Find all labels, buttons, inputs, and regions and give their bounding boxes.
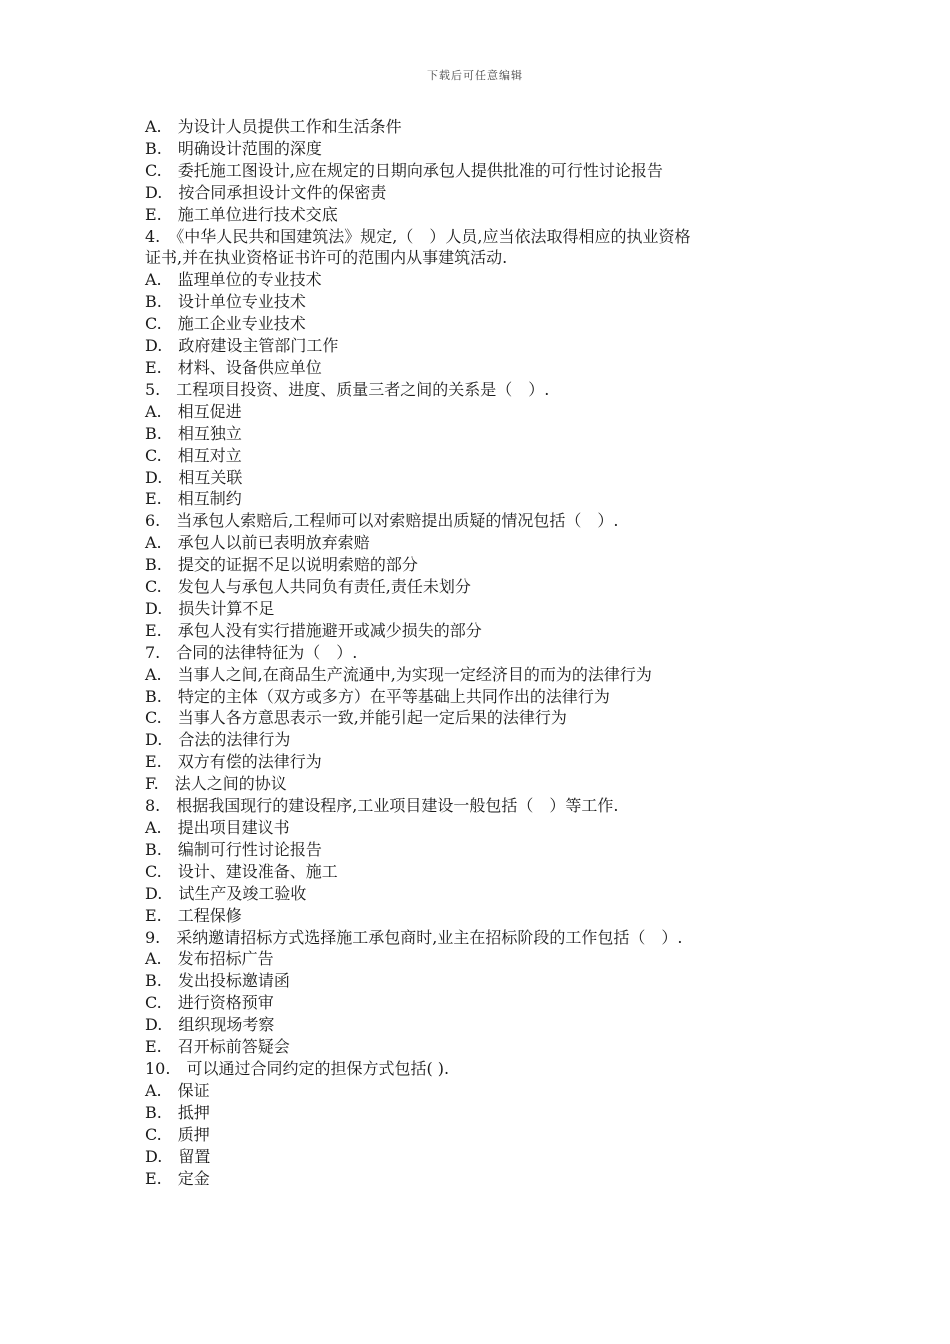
text-line: B. 提交的证据不足以说明索赔的部分 bbox=[145, 555, 418, 575]
text-line: E. 承包人没有实行措施避开或减少损失的部分 bbox=[145, 620, 482, 640]
text-line: C. 施工企业专业技术 bbox=[145, 314, 306, 334]
text-line: E. 召开标前答疑会 bbox=[145, 1037, 290, 1057]
text-line: 8. 根据我国现行的建设程序,工业项目建设一般包括（ ）等工作. bbox=[145, 796, 619, 816]
text-line: 6. 当承包人索赔后,工程师可以对索赔提出质疑的情况包括（ ）. bbox=[145, 511, 619, 531]
text-line: D. 按合同承担设计文件的保密责 bbox=[145, 182, 387, 202]
text-line: B. 编制可行性讨论报告 bbox=[145, 839, 322, 859]
text-line: 10. 可以通过合同约定的担保方式包括( ). bbox=[145, 1058, 450, 1078]
text-line: E. 相互制约 bbox=[145, 489, 242, 509]
text-line: D. 政府建设主管部门工作 bbox=[145, 336, 339, 356]
text-line: D. 损失计算不足 bbox=[145, 598, 275, 618]
text-line: E. 工程保修 bbox=[145, 905, 242, 925]
text-line: D. 试生产及竣工验收 bbox=[145, 883, 307, 903]
text-line: C. 设计、建设准备、施工 bbox=[145, 861, 338, 881]
text-line: 5. 工程项目投资、进度、质量三者之间的关系是（ ）. bbox=[145, 379, 550, 399]
text-line: B. 抵押 bbox=[145, 1102, 210, 1122]
text-line: 证书,并在执业资格证书许可的范围内从事建筑活动. bbox=[145, 248, 508, 268]
text-line: F. 法人之间的协议 bbox=[145, 774, 287, 794]
text-line: B. 相互独立 bbox=[145, 423, 242, 443]
text-line: E. 双方有偿的法律行为 bbox=[145, 752, 322, 772]
text-line: 9. 采纳邀请招标方式选择施工承包商时,业主在招标阶段的工作包括（ ）. bbox=[145, 927, 683, 947]
text-line: C. 进行资格预审 bbox=[145, 993, 274, 1013]
text-line: C. 发包人与承包人共同负有责任,责任未划分 bbox=[145, 577, 471, 597]
text-line: A. 相互促进 bbox=[145, 401, 242, 421]
text-line: 7. 合同的法律特征为（ ）. bbox=[145, 642, 358, 662]
text-line: B. 特定的主体（双方或多方）在平等基础上共同作出的法律行为 bbox=[145, 686, 610, 706]
text-line: C. 质押 bbox=[145, 1124, 210, 1144]
text-line: D. 组织现场考察 bbox=[145, 1015, 275, 1035]
text-line: C. 相互对立 bbox=[145, 445, 242, 465]
document-body bbox=[145, 116, 815, 1189]
text-line: D. 合法的法律行为 bbox=[145, 730, 291, 750]
text-line: A. 提出项目建议书 bbox=[145, 818, 290, 837]
text-line: E. 材料、设备供应单位 bbox=[145, 357, 322, 377]
text-line: E. 施工单位进行技术交底 bbox=[145, 204, 338, 224]
text-line: A. 监理单位的专业技术 bbox=[145, 270, 322, 290]
text-line: C. 委托施工图设计,应在规定的日期向承包人提供批准的可行性讨论报告 bbox=[145, 160, 663, 180]
text-line: B. 设计单位专业技术 bbox=[145, 292, 306, 312]
text-line: A. 发布招标广告 bbox=[145, 949, 274, 969]
text-line: C. 当事人各方意思表示一致,并能引起一定后果的法律行为 bbox=[145, 708, 567, 728]
text-line: 4. 《中华人民共和国建筑法》规定,（ ）人员,应当依法取得相应的执业资格 bbox=[145, 226, 691, 246]
text-line: E. 定金 bbox=[145, 1168, 210, 1188]
text-line: A. 承包人以前已表明放弃索赔 bbox=[145, 533, 370, 553]
text-line: A. 当事人之间,在商品生产流通中,为实现一定经济目的而为的法律行为 bbox=[145, 664, 652, 684]
page-header: 下载后可任意编辑 bbox=[427, 69, 523, 82]
text-line: D. 留置 bbox=[145, 1146, 211, 1166]
text-line: B. 发出投标邀请函 bbox=[145, 971, 290, 991]
text-line: D. 相互关联 bbox=[145, 467, 243, 487]
text-line: A. 为设计人员提供工作和生活条件 bbox=[145, 117, 402, 136]
text-line: A. 保证 bbox=[145, 1080, 210, 1100]
text-line: B. 明确设计范围的深度 bbox=[145, 138, 322, 158]
